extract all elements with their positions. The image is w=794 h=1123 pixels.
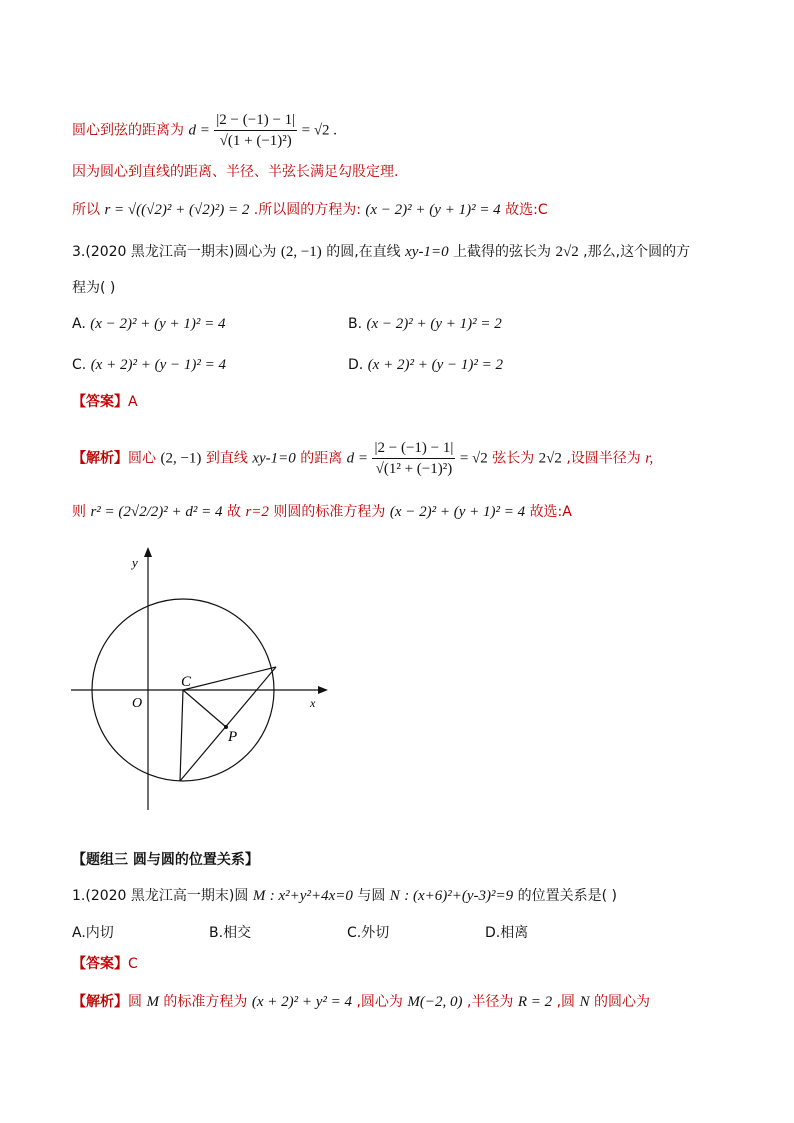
- option-text: 相交: [223, 925, 252, 941]
- group3-q1-stem: [72, 886, 617, 906]
- distance-result: = √2 .: [301, 122, 338, 139]
- y-axis-label: y: [132, 555, 138, 570]
- analysis-line2-b: 故: [227, 504, 241, 520]
- option-label: B.: [348, 316, 363, 332]
- option-equation: (x + 2)² + (y − 1)² = 4: [90, 357, 226, 373]
- distance-numerator: |2 − (−1) − 1|: [214, 110, 297, 131]
- g3q1-n: N: [389, 888, 400, 904]
- g3q1-option-b: [209, 923, 251, 943]
- q3-stem-part-d: ,那么,这个圆的方: [583, 244, 691, 260]
- q3-line: xy-1=0: [405, 244, 449, 260]
- analysis-text-e: ,设圆半径为: [566, 450, 641, 467]
- q3-stem-part-b: 的圆,在直线: [326, 244, 401, 260]
- g3-analysis-n: N: [579, 994, 590, 1010]
- radius-to-upper: [183, 667, 276, 690]
- g3-analysis-r: R = 2: [517, 994, 553, 1010]
- g3q1-answer: [72, 954, 138, 974]
- g3q1-eq2: : (x+6)²+(y-3)²=9: [404, 888, 514, 904]
- analysis-fraction: [372, 438, 455, 479]
- option-label: C.: [347, 925, 362, 941]
- solution-line-distance: [72, 110, 337, 151]
- q3-analysis-line-1: [72, 438, 653, 479]
- distance-d-eq: d =: [188, 122, 210, 139]
- analysis-text-a: 圆心: [128, 450, 156, 467]
- circle-figure: [66, 545, 336, 815]
- analysis-result: = √2: [459, 450, 488, 467]
- q3-stem-part-c: 上截得的弦长为: [453, 244, 552, 260]
- radius-mid-text: .所以圆的方程为:: [253, 202, 361, 218]
- group3-title: 【题组三 圆与圆的位置关系】: [72, 852, 259, 868]
- option-equation: (x − 2)² + (y + 1)² = 4: [90, 316, 226, 332]
- analysis-numerator: |2 − (−1) − 1|: [372, 438, 455, 459]
- q3-option-d: [348, 355, 503, 375]
- origin-label: O: [132, 696, 143, 711]
- g3q1-analysis: [72, 992, 650, 1012]
- q3-analysis-line-2: [72, 502, 572, 522]
- option-equation: (x + 2)² + (y − 1)² = 2: [367, 357, 503, 373]
- g3q1-option-a: [72, 923, 114, 943]
- answer-tag: 【答案】: [72, 956, 128, 972]
- option-label: D.: [485, 925, 501, 941]
- pythagoras-text: 因为圆心到直线的距离、半径、半弦长满足勾股定理.: [72, 164, 399, 180]
- g3-analysis-e: ,圆: [556, 994, 576, 1010]
- analysis-radius-symbol: r,: [645, 450, 654, 467]
- q3-option-c: [72, 355, 226, 375]
- g3q1-stem-a: 1.(2020 黑龙江高一期末)圆: [72, 888, 249, 904]
- analysis-chord: 2√2: [538, 450, 562, 467]
- g3-analysis-d: ,半径为: [466, 994, 514, 1010]
- perpendicular-cp: [183, 690, 226, 727]
- q3-stem-part-a: 3.(2020 黑龙江高一期末)圆心为: [72, 244, 277, 260]
- g3q1-m: M: [252, 888, 266, 904]
- analysis-line2-c: 则圆的标准方程为: [273, 504, 386, 520]
- distance-text: 圆心到弦的距离为: [72, 122, 184, 139]
- analysis-line2-a: 则: [72, 504, 86, 520]
- answer-tag: 【答案】: [72, 394, 128, 410]
- g3q1-option-d: [485, 923, 528, 943]
- g3-analysis-center: M(−2, 0): [407, 994, 463, 1010]
- distance-denominator: √(1 + (−1)²): [219, 133, 292, 149]
- p-label: P: [228, 729, 238, 745]
- analysis-denominator: √(1² + (−1)²): [375, 461, 453, 477]
- analysis-line: xy-1=0: [252, 450, 296, 467]
- q3-answer: [72, 392, 138, 412]
- option-label: A.: [72, 316, 86, 332]
- g3q1-mid: 与圆: [357, 888, 386, 904]
- g3-analysis-eq: (x + 2)² + y² = 4: [251, 994, 353, 1010]
- analysis-text-b: 到直线: [205, 450, 248, 467]
- y-axis-arrow: [144, 547, 152, 557]
- analysis-tag: 【解析】: [72, 450, 128, 467]
- g3-analysis-c: ,圆心为: [356, 994, 403, 1010]
- x-axis-arrow: [318, 686, 328, 694]
- analysis-tag: 【解析】: [72, 994, 128, 1010]
- analysis-line2-r: r=2: [245, 504, 269, 520]
- analysis-line2-eq: (x − 2)² + (y + 1)² = 4: [389, 504, 526, 520]
- answer-value: A: [128, 394, 138, 410]
- radius-to-lower: [180, 690, 183, 781]
- option-label: D.: [348, 357, 364, 373]
- question-3-stem-2: [72, 278, 115, 298]
- analysis-text-d: 弦长为: [492, 450, 535, 467]
- radius-prefix: 所以: [72, 202, 100, 218]
- g3q1-option-c: [347, 923, 389, 943]
- analysis-text-c: 的距离: [300, 450, 343, 467]
- center-label: C: [181, 674, 192, 690]
- distance-fraction: [214, 110, 297, 151]
- option-label: A.: [72, 925, 86, 941]
- g3q1-end: 的位置关系是( ): [517, 888, 617, 904]
- chord-line: [180, 667, 276, 781]
- analysis-d-eq: d =: [346, 450, 369, 467]
- option-label: B.: [209, 925, 224, 941]
- analysis-line2-formula: r² = (2√2/2)² + d² = 4: [90, 504, 223, 520]
- option-text: 相离: [500, 925, 529, 941]
- q3-option-b: [348, 314, 502, 334]
- circle-equation: (x − 2)² + (y + 1)² = 4: [365, 202, 501, 218]
- option-text: 外切: [361, 925, 390, 941]
- choose-answer-text: 故选:C: [505, 202, 548, 218]
- g3-analysis-b: 的标准方程为: [163, 994, 248, 1010]
- q3-option-a: [72, 314, 226, 334]
- radius-formula: r = √((√2)² + (√2)²) = 2: [104, 202, 250, 218]
- analysis-line2-d: 故选:A: [529, 504, 572, 520]
- option-equation: (x − 2)² + (y + 1)² = 2: [366, 316, 502, 332]
- g3-analysis-a: 圆: [128, 994, 142, 1010]
- option-label: C.: [72, 357, 87, 373]
- x-axis-label: x: [310, 696, 316, 710]
- option-text: 内切: [85, 925, 114, 941]
- q3-stem-part-e: 程为( ): [72, 280, 116, 296]
- question-3-stem: [72, 242, 690, 262]
- q3-center: (2, −1): [280, 244, 322, 260]
- q3-chord: 2√2: [555, 244, 579, 260]
- g3-analysis-f: 的圆心为: [593, 994, 650, 1010]
- g3-analysis-m: M: [146, 994, 159, 1010]
- analysis-center: (2, −1): [160, 450, 202, 467]
- g3q1-eq1: : x²+y²+4x=0: [269, 888, 353, 904]
- answer-value: C: [128, 956, 138, 972]
- solution-line-radius: [72, 200, 548, 220]
- solution-line-pythagoras: [72, 162, 398, 182]
